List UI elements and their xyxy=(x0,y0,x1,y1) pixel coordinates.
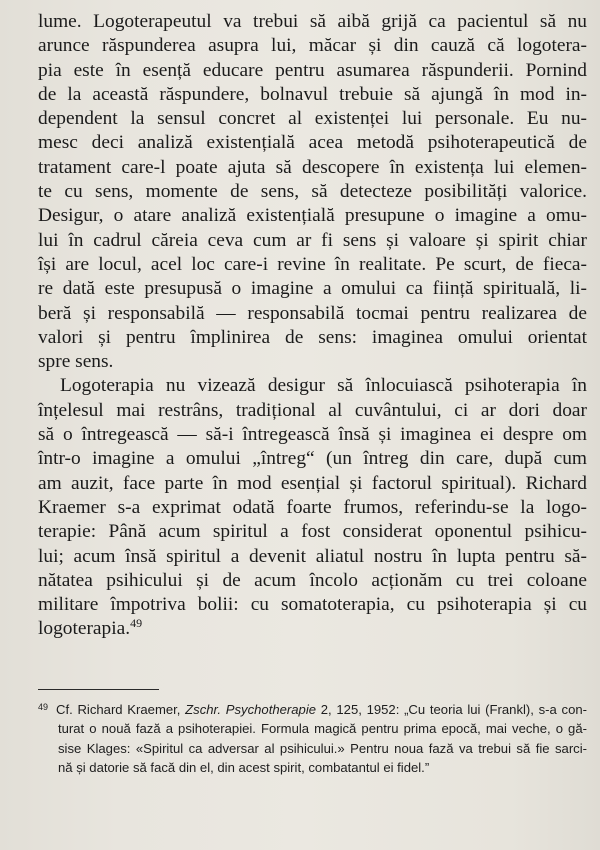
footnote-number: 49 xyxy=(38,701,49,712)
footnote-divider xyxy=(38,689,159,690)
text-line: Desigur, o atare analiză existențială presupune o imagine a omu- xyxy=(38,205,587,227)
footnote xyxy=(38,698,587,778)
text-line: beră și responsabilă — responsabilă tocmai pentru realizarea de xyxy=(38,302,587,324)
text-line: pia este în esență educare pentru asumarea răspunderii. Pornind xyxy=(38,59,587,81)
text-line: lume. Logoterapeutul va trebui să aibă grijă ca pacientul să nu xyxy=(38,11,587,32)
footnote-line: sise Klages: «Spiritul ca adversar al psihicului.» Pentru noua fază va trebui să fie sarci- xyxy=(58,740,587,756)
text-line: Kraemer s-a exprimat odată foarte frumos, referindu-se la logo- xyxy=(38,496,587,518)
text-line: dependent la sensul concret al existenței lui personale. Eu nu- xyxy=(38,108,587,130)
paragraph-2 xyxy=(38,374,587,641)
text-line: tratament care-l poate ajuta să descopere în existența lui elemen- xyxy=(38,156,587,178)
footnote-cite-rest: 2, 125, 1952: „Cu teoria lui (Frankl), s-a con- xyxy=(316,701,588,717)
text-line: mesc deci analiză existențială acea metodă psihoterapeutică de xyxy=(38,132,587,154)
text-line: lui; acum însă spiritul a devenit aliatul nostru în lupta pentru să- xyxy=(38,545,587,567)
text-line: am auzit, face parte în mod esențial și factorul spiritual). Richard xyxy=(38,472,587,494)
text-line: arunce răspunderea asupra lui, măcar și din cauză că logotera- xyxy=(38,35,587,57)
footnote-journal: Zschr. Psychotherapie xyxy=(185,701,317,717)
text-line: lui în cadrul căreia ceva cum ar fi sens și valoare și spirit chiar xyxy=(38,229,587,251)
text-line: de la această răspundere, bolnavul trebuie să ajungă în mod in- xyxy=(38,83,587,105)
paragraph-1 xyxy=(38,10,587,374)
text-line: te cu sens, momente de sens, să detecteze posibilități valorice. xyxy=(38,181,587,203)
text-line: militare împotriva bolii: cu somatoterapia, cu psihoterapia și cu xyxy=(38,594,587,616)
text-line: terapie: Până acum spiritul a fost considerat oponentul psihicu- xyxy=(38,521,587,543)
text-line: să o întregească — să-i întregească însă și imaginea ei despre om xyxy=(38,424,587,446)
text-line: spre sens. xyxy=(38,351,114,373)
text-line: re dată este presupusă o imagine a omului ca ființă spirituală, li- xyxy=(38,278,587,300)
footnote-line xyxy=(38,698,587,720)
text-line: înțelesul mai restrâns, tradițional al cuvântului, ci ar dori doar xyxy=(38,399,587,421)
text-line: Logoterapia nu vizează desigur să înlocuiască psihoterapia în xyxy=(60,375,587,397)
text-fragment: logoterapia. xyxy=(38,618,131,640)
footnote-line: nă și datorie să facă din el, din acest spirit, combatantul ei fidel.” xyxy=(58,760,430,776)
text-line: nătatea psihicului și de acum încolo acționăm cu trei coloane xyxy=(38,569,587,591)
footnote-line: turat o nouă fază a psihoterapiei. Formula magică pentru prima epocă, mai veche, o gă- xyxy=(58,721,587,737)
text-line: își are locul, acel loc care-i revine în realitate. Pe scurt, de fieca- xyxy=(38,253,587,275)
text-line: valori și pentru împlinirea de sens: imaginea omului orientat xyxy=(38,326,587,348)
footnote-reference[interactable]: 49 xyxy=(130,616,143,631)
footnote-cite-prefix: Cf. Richard Kraemer, xyxy=(56,701,186,717)
text-line: într-o imagine a omului „întreg“ (un întreg din care, după cum xyxy=(38,448,587,470)
text-line xyxy=(38,617,587,641)
